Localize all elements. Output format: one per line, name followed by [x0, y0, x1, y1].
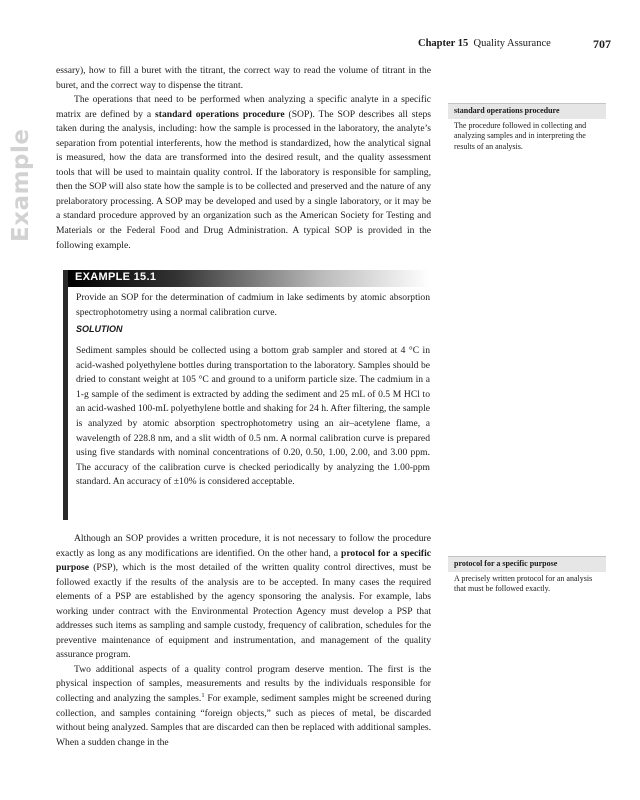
sidenote-sop	[448, 103, 606, 152]
paragraph-4-text-b: For example, sediment samples might be screened during collection, and samples containing “foreign objects,” such as pieces of metal, be discarded without being analyzed. Samples that are discarded can then be replaced with additional samples. When a sudden change in the	[56, 693, 431, 748]
example-heading: EXAMPLE 15.1	[75, 271, 157, 283]
solution-label: SOLUTION	[76, 324, 123, 334]
term-psp: protocol for a specific purpose	[56, 547, 431, 574]
paragraph-4-text-a: Two additional aspects of a quality control program deserve mention. The first is the physical inspection of samples, measurements and results by the individuals responsible for collecting and analyzing the samples.	[56, 663, 431, 705]
chapter-label: Chapter 15	[418, 38, 469, 49]
sidenote-definition: A precisely written protocol for an analysis that must be followed exactly.	[454, 573, 593, 594]
sidenote-term: protocol for a specific purpose	[448, 556, 606, 572]
paragraph-2-text-a: The operations that need to be performed when analyzing a specific analyte in a specific matrix are defined by a	[56, 94, 431, 120]
paragraph-3-text-b: (PSP), which is the most detailed of the written quality control directives, must be followed exactly if the results of the analysis are to be accepted. In many cases the required elements of a PSP are established by the agency sponsoring the analysis. For example, labs working under contract with the Environmental Protection Agency must develop a PSP that addresses such items as sampling and sample custody, frequency of calibration, schedules for the preventive maintenance of equipment and instrumentation, and management of the quality assurance program.	[56, 562, 431, 661]
sidenote-definition: The procedure followed in collecting and analyzing samples and in interpreting the results of an analysis.	[454, 120, 587, 151]
paragraph-2-text-b: (SOP). The SOP describes all steps taken during the analysis, including: how the sample is processed in the laboratory, the analyte’s separation from potential interferents, how the method is standardized, how the analytical signal is measured, how the data are transformed into the desired result, and the quality assessment tools that will be used to maintain quality control. If the laboratory is responsible for sampling, then the SOP will also state how the sample is to be collected and preserved and the nature of any prelaboratory processing. A SOP may be developed and used by a single laboratory, or it may be a standard procedure approved by an organization such as the American Society for Testing and Materials or the Federal Food and Drug Administration. A typical SOP is provided in the following example.	[56, 108, 431, 251]
paragraph-3-text-a: Although an SOP provides a written procedure, it is not necessary to follow the procedure exactly as long as any modifications are identified. On the other hand, a	[56, 533, 431, 559]
example-heading-bar	[68, 270, 430, 287]
body-text-bottom	[56, 532, 431, 750]
running-header	[418, 38, 613, 49]
page-number: 707	[593, 37, 611, 51]
example-rule	[63, 270, 68, 520]
sidenote-term: standard operations procedure	[448, 103, 606, 119]
paragraph-1: essary), how to fill a buret with the titrant, the correct way to read the volume of titrant in the buret, and the correct way to dispense the titrant.	[56, 65, 431, 91]
footnote-ref: 1	[201, 691, 205, 699]
example-solution-text: Sediment samples should be collected using a bottom grab sampler and stored at 4 °C in acid-washed polyethylene bottles during transportation to the laboratory. Samples should be dried to constant weight at 105 °C and ground to a uniform particle size. The cadmium in a 1-g sample of the sediment is extracted by adding the sediment and 25 mL of 0.5 M HCl to an acid-washed 100-mL polyethylene bottle and shaking for 24 h. After filtering, the sample is analyzed by atomic absorption spectrophotometry using an air–acetylene flame, a wavelength of 228.8 nm, and a slit width of 0.5 nm. A normal calibration curve is prepared using five standards with nominal concentrations of 0.20, 0.50, 1.00, 2.00, and 3.00 ppm. The accuracy of the calibration curve is checked periodically by analyzing the 1.00-ppm standard. An accuracy of ±10% is considered acceptable.	[76, 345, 430, 488]
body-text-top	[56, 64, 431, 253]
term-sop: standard operations procedure	[155, 108, 285, 120]
example-problem-text: Provide an SOP for the determination of cadmium in lake sediments by atomic absorption spectrophotometry using a normal calibration curve.	[76, 292, 430, 318]
example-problem	[76, 291, 430, 320]
paragraph-4	[56, 663, 431, 750]
sidenote-psp	[448, 556, 606, 595]
paragraph-2	[56, 93, 431, 253]
example-tab-label: Example	[8, 128, 34, 242]
example-solution	[76, 344, 430, 490]
chapter-title: Quality Assurance	[473, 38, 551, 49]
paragraph-3	[56, 532, 431, 663]
